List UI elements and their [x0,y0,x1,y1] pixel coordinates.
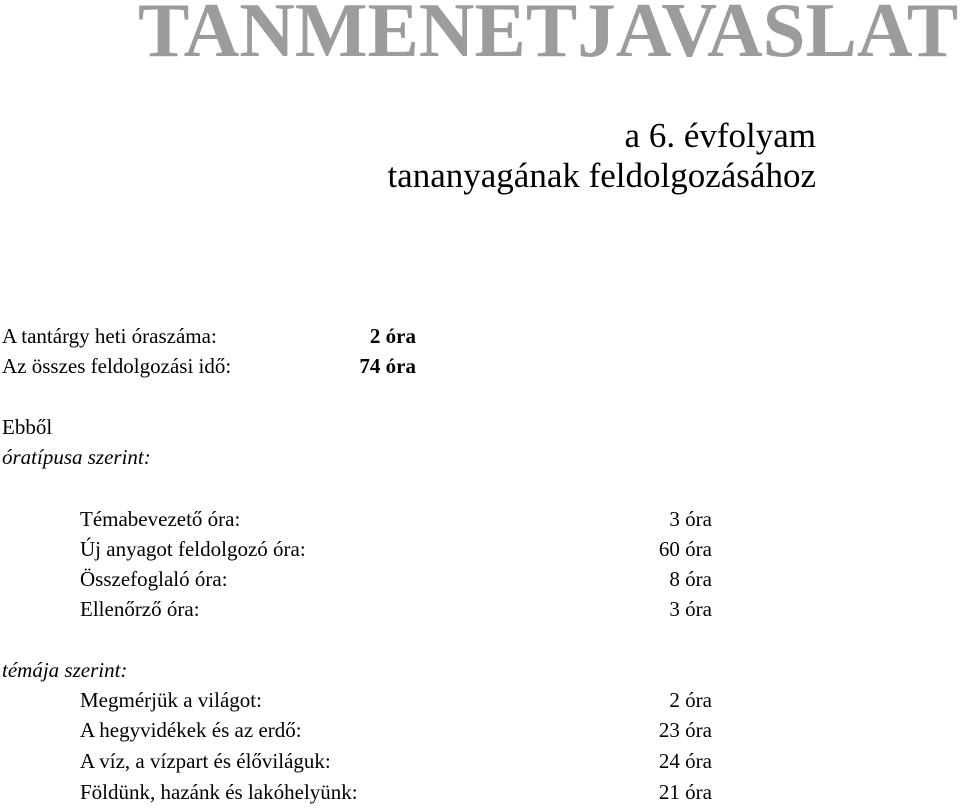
list-item [80,536,712,562]
item-value: 23 óra [658,718,712,742]
document-title: TANMENETJAVASLAT [138,0,959,73]
item-value: 3 óra [669,507,712,531]
subtitle-line-2: tananyagának feldolgozásához [387,156,816,195]
item-label: Új anyagot feldolgozó óra: [80,537,306,561]
item-label: A víz, a vízpart és élőviláguk: [80,749,331,773]
item-value: 21 óra [658,780,712,804]
total-time-value: 74 óra [359,354,416,378]
item-value: 24 óra [658,749,712,773]
item-label: Összefoglaló óra: [80,567,228,591]
weekly-hours-label: A tantárgy heti óraszáma: [2,324,217,348]
list-item [80,717,712,743]
item-label: Megmérjük a világot: [80,688,262,712]
item-value: 2 óra [669,688,712,712]
item-value: 60 óra [658,537,712,561]
list-item [80,596,712,622]
list-item [80,566,712,592]
by-type-heading: óratípusa szerint: [2,445,151,469]
item-label: Ellenőrző óra: [80,597,200,621]
total-time-label: Az összes feldolgozási idő: [2,354,232,378]
document-subtitle [0,116,816,196]
item-label: Témabevezető óra: [80,507,241,531]
item-value: 8 óra [669,567,712,591]
item-value: 3 óra [669,597,712,621]
weekly-hours-row [2,323,416,349]
weekly-hours-value: 2 óra [369,324,416,348]
breakdown-intro: Ebből [2,415,53,439]
by-topic-heading: témája szerint: [2,658,128,682]
item-label: A hegyvidékek és az erdő: [80,718,302,742]
item-label: Földünk, hazánk és lakóhelyünk: [80,780,358,804]
list-item [80,687,712,713]
list-item [80,779,712,805]
list-item [80,506,712,532]
list-item [80,748,712,774]
total-time-row [2,353,416,379]
subtitle-line-1: a 6. évfolyam [624,116,816,155]
